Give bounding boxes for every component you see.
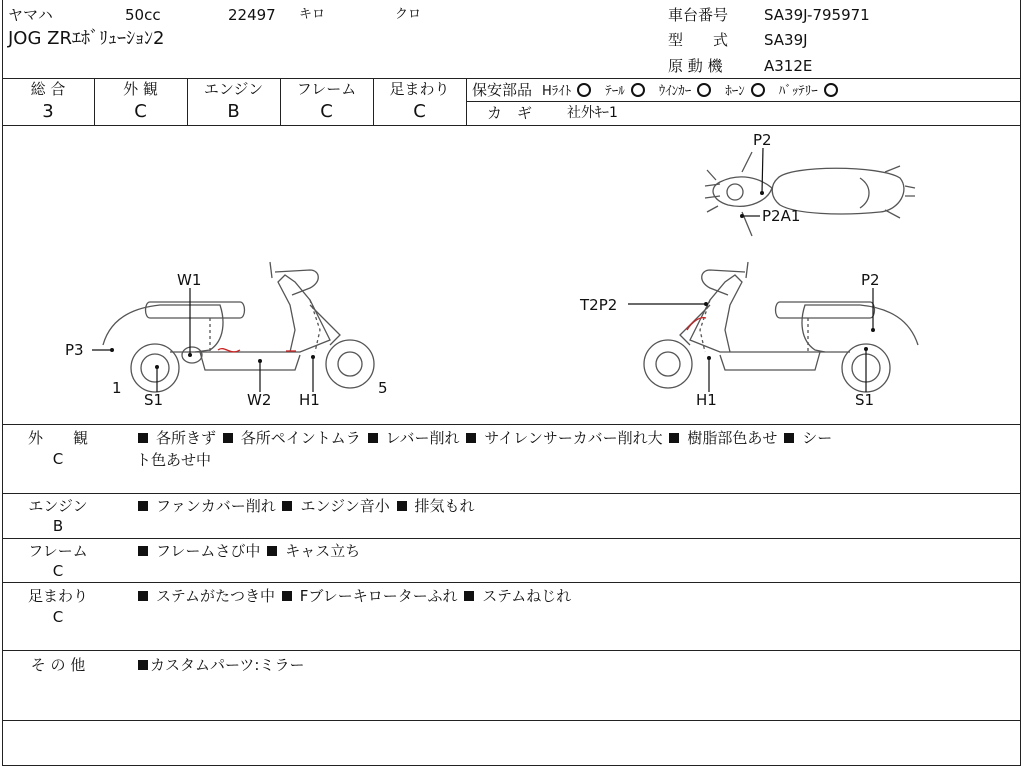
mileage-unit: キロ xyxy=(299,7,326,22)
divider xyxy=(2,650,1021,651)
safety-label: 保安部品 xyxy=(472,81,533,99)
safety-item-horn: ﾎｰﾝ xyxy=(725,84,745,99)
label-left-w1: W1 xyxy=(177,271,202,289)
grade-label-total: 総 合 xyxy=(30,80,66,98)
grade-label-frame: フレーム xyxy=(296,80,357,98)
remark-item: シー xyxy=(802,429,833,447)
grade-value-frame: C xyxy=(320,101,333,122)
grade-value-engine: B xyxy=(227,101,240,122)
label-top-p2: P2 xyxy=(753,131,772,149)
remark-items-exterior xyxy=(136,429,832,447)
frame-no: SA39J-795971 xyxy=(764,6,870,24)
bullet-square-icon xyxy=(368,433,378,443)
bullet-square-icon xyxy=(397,501,407,511)
label-left-1: 1 xyxy=(112,379,122,397)
remark-items-frame xyxy=(136,542,360,560)
label-left-h1: H1 xyxy=(299,391,320,409)
type-value: SA39J xyxy=(764,31,808,49)
divider xyxy=(2,720,1021,721)
remark-label-other: そ の 他 xyxy=(30,656,86,674)
scooter-top-view xyxy=(705,152,915,236)
grade-label-suspension: 足まわり xyxy=(389,80,450,98)
divider xyxy=(2,582,1021,583)
safety-item-winker: ｳｲﾝｶｰ xyxy=(658,84,692,99)
label-right-h1: H1 xyxy=(696,391,717,409)
remark-item: ステムがたつき中 xyxy=(156,587,275,605)
grade-label-exterior: 外 観 xyxy=(123,80,158,98)
remark-item: エンジン音小 xyxy=(300,497,390,515)
divider xyxy=(466,101,1021,102)
label-right-p2: P2 xyxy=(861,271,880,289)
remark-item: フレームさび中 xyxy=(156,542,261,560)
remark-item: Fブレーキローターふれ xyxy=(299,587,458,605)
remark-grade-frame: C xyxy=(52,562,64,580)
ok-circle-icon xyxy=(751,83,765,97)
bullet-square-icon xyxy=(669,433,679,443)
ok-circle-icon xyxy=(697,83,711,97)
divider xyxy=(2,538,1021,539)
model-name: JOG ZRｴﾎﾞﾘｭｰｼｮﾝ2 xyxy=(8,28,165,49)
remark-item: 各所きず xyxy=(156,429,217,447)
engine-value: A312E xyxy=(764,57,813,75)
bullet-square-icon xyxy=(466,433,476,443)
remark-grade-engine: B xyxy=(52,517,64,535)
grade-value-total: 3 xyxy=(42,101,54,122)
label-left-w2: W2 xyxy=(247,391,272,409)
remark-item: ステムねじれ xyxy=(482,587,572,605)
remark-overflow-exterior: ト色あせ中 xyxy=(136,451,212,469)
key-value: 社外ｷｰ1 xyxy=(567,105,618,121)
engine-label: 原 動 機 xyxy=(668,57,723,75)
displacement: 50cc xyxy=(125,6,161,24)
grade-value-suspension: C xyxy=(413,101,426,122)
remark-item: ファンカバー削れ xyxy=(156,497,276,515)
label-right-s1: S1 xyxy=(855,391,875,409)
remark-items-other xyxy=(136,656,304,674)
label-left-p3: P3 xyxy=(65,341,84,359)
remark-label-suspension: 足まわり xyxy=(27,587,88,605)
remark-label-engine: エンジン xyxy=(28,497,88,515)
safety-item-taillight: ﾃｰﾙ xyxy=(605,84,625,99)
bullet-square-icon xyxy=(223,433,233,443)
bullet-square-icon xyxy=(282,501,292,511)
label-left-5: 5 xyxy=(378,379,388,397)
remark-grade-suspension: C xyxy=(52,608,64,626)
bullet-square-icon xyxy=(138,546,148,556)
grade-value-exterior: C xyxy=(134,101,147,122)
bullet-square-icon xyxy=(282,591,292,601)
grade-label-engine: エンジン xyxy=(203,80,264,98)
mileage: 22497 xyxy=(228,6,276,24)
key-label: カ ギ xyxy=(487,104,533,122)
ok-circle-icon xyxy=(631,83,645,97)
divider xyxy=(466,78,467,125)
divider xyxy=(2,78,1021,79)
type-label: 型 式 xyxy=(668,31,729,49)
divider xyxy=(2,424,1021,425)
bullet-square-icon xyxy=(138,501,148,511)
color: クロ xyxy=(395,7,422,22)
remark-item: レバー削れ xyxy=(385,429,460,447)
scooter-left-view xyxy=(103,262,374,392)
remark-item: 樹脂部色あせ xyxy=(687,429,778,447)
maker: ヤマハ xyxy=(8,6,53,24)
frame-no-label: 車台番号 xyxy=(668,6,729,24)
ok-circle-icon xyxy=(577,83,591,97)
safety-parts xyxy=(472,81,838,101)
safety-item-headlight: Hﾗｲﾄ xyxy=(542,84,572,99)
remark-label-exterior: 外 観 xyxy=(27,429,88,447)
bullet-square-icon xyxy=(784,433,794,443)
ok-circle-icon xyxy=(824,83,838,97)
bullet-square-icon xyxy=(138,433,148,443)
remark-item: カスタムパーツ:ミラー xyxy=(150,656,305,674)
safety-item-battery: ﾊﾞｯﾃﾘｰ xyxy=(778,84,818,99)
remark-item: 各所ペイントムラ xyxy=(240,429,361,447)
remark-item: サイレンサーカバー削れ大 xyxy=(484,429,663,447)
bullet-square-icon xyxy=(267,546,277,556)
remark-item: キャス立ち xyxy=(285,542,361,560)
bullet-square-icon xyxy=(138,660,148,670)
remark-label-frame: フレーム xyxy=(28,542,88,560)
remark-items-engine xyxy=(136,497,475,515)
remark-items-suspension xyxy=(136,587,571,605)
label-right-t2p2: T2P2 xyxy=(580,296,618,314)
remark-item: 排気もれ xyxy=(414,497,475,515)
divider xyxy=(2,493,1021,494)
remark-grade-exterior: C xyxy=(52,450,64,468)
label-top-p2a1: P2A1 xyxy=(762,207,801,225)
bullet-square-icon xyxy=(138,591,148,601)
label-left-s1: S1 xyxy=(144,391,164,409)
bullet-square-icon xyxy=(464,591,474,601)
